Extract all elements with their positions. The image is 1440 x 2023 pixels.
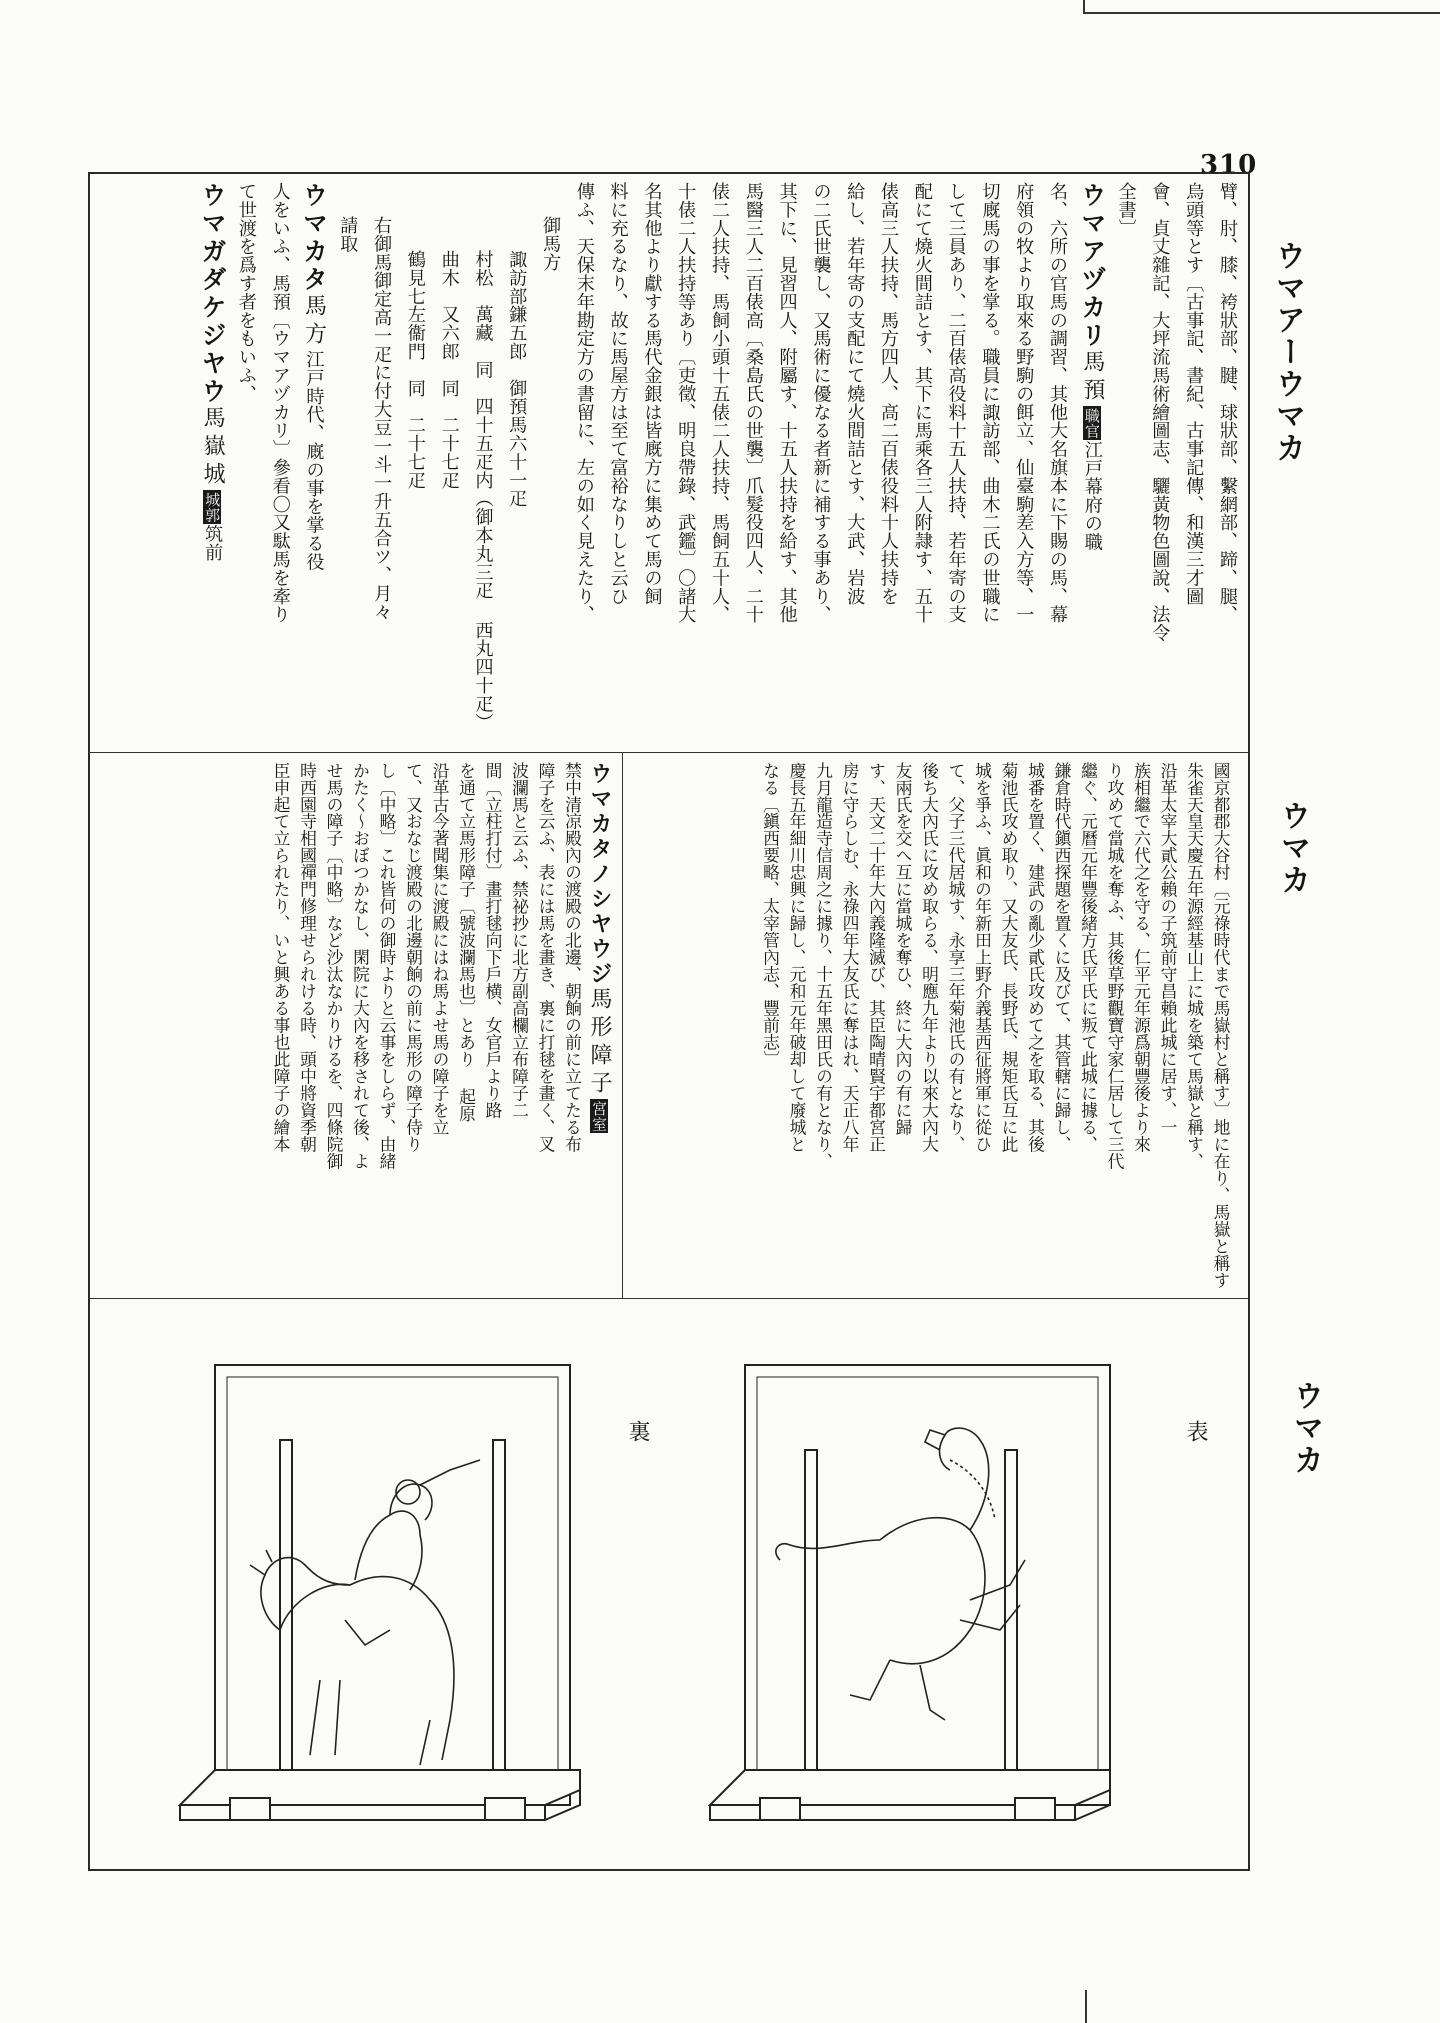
text-line: 族相繼で六代之を守る、仁平元年源爲朝豐後より來 bbox=[1131, 762, 1152, 1153]
text-line: 府領の牧より取來る野駒の餌立、仙臺駒差入方等、一 bbox=[1013, 182, 1035, 624]
entry-headword: ウマアヅカリ bbox=[1077, 182, 1107, 350]
text-line: 烏頭等とす〔古事記、書紀、古事記傳、和漢三才圖 bbox=[1183, 182, 1205, 606]
page-number: 310 bbox=[1200, 150, 1258, 180]
running-head-mid: ウマカ bbox=[1275, 800, 1310, 896]
text-line: 臂、肘、膝、袴狀部、腱、球狀部、繫網部、蹄、腿、 bbox=[1217, 182, 1238, 624]
text-line: 繼ぐ、元曆元年豐後緒方氏平氏に叛て此城に據る、 bbox=[1078, 762, 1099, 1153]
text-line: 禁中清凉殿內の渡殿の北邊、朝餉の前に立てたる布 bbox=[562, 762, 583, 1153]
list-row bbox=[398, 182, 432, 744]
list-name: 鶴見七左衞門 bbox=[404, 250, 426, 361]
text-line: 臣申起て立られたり、いと興ある事也此障子の繪本 bbox=[271, 762, 291, 1153]
text-line: し〔中略〕これ皆何の御時よりと云事をしらず、由緒 bbox=[377, 762, 397, 1170]
top-rule bbox=[1085, 12, 1440, 14]
divider-lower bbox=[88, 1298, 1248, 1299]
text-line: 配にて燒火間詰とす、其下に馬乘各三人附隷す、五十 bbox=[911, 182, 933, 624]
running-head-low: ウマカ bbox=[1288, 1380, 1323, 1476]
category-tag: 職官 bbox=[1082, 408, 1101, 439]
caption-back: 裏 bbox=[625, 1420, 650, 1442]
text-line: 會、貞丈雜記、大坪流馬術繪圖志、驪黃物色圖說、法令 bbox=[1149, 182, 1171, 642]
entry-kanji: 馬形障子 bbox=[587, 987, 612, 1099]
upper-text-block bbox=[104, 182, 1244, 744]
text-line: 沿革太宰大貳公賴の子筑前守昌賴此城に居す、一 bbox=[1158, 762, 1178, 1136]
text-line: て、又おなじ渡殿の北邊朝餉の前に馬形の障子侍り bbox=[403, 762, 424, 1153]
text-line: 馬醫三人二百俵高〔桑島氏の世襲〕爪髮役四人、二十 bbox=[742, 182, 764, 624]
entry-kanji: 馬嶽城 bbox=[200, 406, 226, 490]
entry-kanji: 馬方 bbox=[301, 294, 327, 350]
text-line: かたく〜おぼつかなし、閑院に大內を移されて後、よ bbox=[350, 762, 371, 1170]
list-row bbox=[432, 182, 466, 744]
text-line: す、天文二十年大內義隆滅び、其臣陶晴賢宇都宮正 bbox=[866, 762, 887, 1153]
text-line: て、父子三代居城す、永享三年菊池氏の有となり、 bbox=[946, 762, 966, 1153]
text-line: 右御馬御定高一疋に付大豆一斗一升五合ツ、月々 bbox=[371, 216, 393, 621]
text-line: 房に守らしむ、永祿四年大友氏に奪はれ、天正八年 bbox=[840, 762, 860, 1153]
text-line: 國京都郡大谷村〔元祿時代まで馬嶽村と稱す〕地に在り、馬嶽と稱す bbox=[1211, 762, 1231, 1289]
entry-headword: ウマカタ bbox=[299, 182, 329, 294]
text-line: 切廐馬の事を掌る。職員に諏訪部、曲木二氏の世職に bbox=[979, 182, 1001, 624]
text-line: 全書〕 bbox=[1115, 182, 1137, 238]
back-screen bbox=[180, 1365, 580, 1820]
entry-headword: ウマカタノシヤウジ bbox=[587, 762, 612, 987]
text-line: 城番を置く、建武の亂少貳氏攻めて之を取る、其後 bbox=[1025, 762, 1046, 1153]
text-line: を通て立馬形障子〔號波瀾馬也〕とあり 起原 bbox=[456, 762, 477, 1122]
list-value: 御預馬六十一疋 bbox=[506, 378, 528, 508]
list-value: 同 四十五疋内（御本丸三疋 西丸四十疋） bbox=[472, 360, 494, 732]
text-line: 御馬方 bbox=[540, 216, 562, 272]
list-value: 同 二十七疋 bbox=[404, 378, 426, 490]
entry-heading-line bbox=[194, 182, 229, 744]
text-line: 沿革古今著聞集に渡殿にはね馬よせ馬の障子を立 bbox=[430, 762, 450, 1136]
middle-left-text-block bbox=[112, 762, 612, 1292]
bottom-tick bbox=[1085, 1990, 1087, 2023]
list-name: 諏訪部鎌五郎 bbox=[506, 250, 528, 361]
text-line: 友兩氏を交へ互に當城を奪ひ、終に大內の有に歸 bbox=[893, 762, 913, 1136]
text-line: 人をいふ、馬預〔ウマアヅカリ〕參看〇又駄馬を牽り bbox=[269, 182, 291, 624]
text-line: 朱雀天皇天慶五年源經基山上に城を築て馬嶽と稱す、 bbox=[1184, 762, 1205, 1170]
front-screen bbox=[710, 1365, 1110, 1820]
text-line: 後ち大內氏に攻め取らる、明應九年より以來大內大 bbox=[919, 762, 940, 1153]
category-tag: 宮室 bbox=[590, 1101, 608, 1132]
text-line: 其下に、見習四人、附屬す、十五人扶持を給す、其他 bbox=[776, 182, 798, 624]
text-line: の二氏世襲し、又馬術に優なる者新に補する事あり、 bbox=[810, 182, 832, 624]
text-line: 障子を云ふ、表には馬を畫き、裏に打毬を畫く、叉 bbox=[536, 762, 556, 1153]
text-line: 菊池氏攻め取り、又大友氏、長野氏、規矩氏互に此 bbox=[999, 762, 1019, 1153]
entry-heading-line bbox=[586, 762, 613, 1292]
text-line: 請取 bbox=[337, 216, 359, 253]
text-line: 十俵二人扶持等あり〔吏徵、明良帶錄、武鑑〕〇諸大 bbox=[675, 182, 697, 624]
text-line: 傳ふ、天保末年勘定方の書留に、左の如く見えたり、 bbox=[573, 182, 595, 624]
text-line: り攻めて當城を奪ふ、其後草野觀寶守家仁居して三代 bbox=[1105, 762, 1125, 1170]
category-tag: 城郭 bbox=[203, 492, 222, 523]
list-row bbox=[499, 182, 533, 744]
text-line: 九月龍造寺信周之に據り、十五年黑田氏の有となり、 bbox=[813, 762, 834, 1170]
text-line: 慶長五年細川忠興に歸し、元和元年破却して廢城と bbox=[787, 762, 807, 1153]
text-line: 波瀾馬と云ふ、禁祕抄に北方副高欄立布障子二 bbox=[509, 762, 530, 1119]
text-line: せ馬の障子〔中略〕など沙汰なかりけるを、四條院御 bbox=[324, 762, 344, 1170]
text-line: 江戸時代、廐の事を掌る役 bbox=[303, 350, 325, 571]
text-line: 俵二人扶持、馬飼小頭十五俵二人扶持、馬飼五十人、 bbox=[709, 182, 731, 624]
list-row bbox=[466, 182, 500, 744]
text-line: 料に充るなり、故に馬屋方は至て富裕なりしと云ひ bbox=[607, 182, 629, 606]
list-value: 同 二十七疋 bbox=[438, 378, 460, 490]
text-line: 筑前 bbox=[202, 524, 224, 562]
top-tick bbox=[1083, 0, 1085, 14]
text-line: 江戸幕府の職 bbox=[1081, 440, 1103, 551]
text-line: 鎌倉時代鎭西探題を置くに及びて、其管轄に歸し、 bbox=[1052, 762, 1072, 1153]
entry-heading-line bbox=[297, 182, 331, 744]
entry-heading-line bbox=[1074, 182, 1109, 744]
text-line: 俵高三人扶持、馬方四人、高二百俵役料十人扶持を bbox=[878, 182, 900, 606]
text-line: 名、六所の官馬の調習、其他大名旗本に下賜の馬、幕 bbox=[1047, 182, 1069, 624]
running-head-main: ウマアーウマカ bbox=[1270, 240, 1305, 464]
entry-kanji: 馬預 bbox=[1079, 350, 1105, 406]
text-line: て世渡を爲す者をもいふ、 bbox=[235, 182, 257, 403]
text-line: なる〔鎭西要略、太宰管內志、豐前志〕 bbox=[760, 762, 781, 1068]
text-line: して三員あり、二百俵高役料十五人扶持、若年寄の支 bbox=[945, 182, 967, 624]
text-line: 間〔立柱打付〕畫打毬向下戶横、女官戶より路 bbox=[483, 762, 503, 1119]
text-line: 時西園寺相國禪門修理せられける時、頭中將資季朝 bbox=[297, 762, 318, 1153]
text-line: 給し、若年寄の支配にて燒火間詰とす、大武、岩波 bbox=[844, 182, 866, 606]
entry-headword: ウマガダケジヤウ bbox=[198, 182, 228, 406]
divider-upper bbox=[88, 752, 1248, 753]
horse-screen-illustration bbox=[90, 1300, 1245, 1865]
list-name: 村松 萬藏 bbox=[472, 250, 494, 342]
text-line: 城を爭ふ、眞和の年新田上野介義基西征將軍に從ひ bbox=[972, 762, 993, 1153]
text-line: 名其他より獻する馬代金銀は皆廐方に集めて馬の飼 bbox=[641, 182, 663, 606]
illustration-svg bbox=[90, 1300, 1245, 1865]
list-name: 曲木 又六郎 bbox=[438, 250, 460, 361]
middle-text-block bbox=[619, 762, 1234, 1292]
caption-front: 表 bbox=[1183, 1420, 1208, 1442]
